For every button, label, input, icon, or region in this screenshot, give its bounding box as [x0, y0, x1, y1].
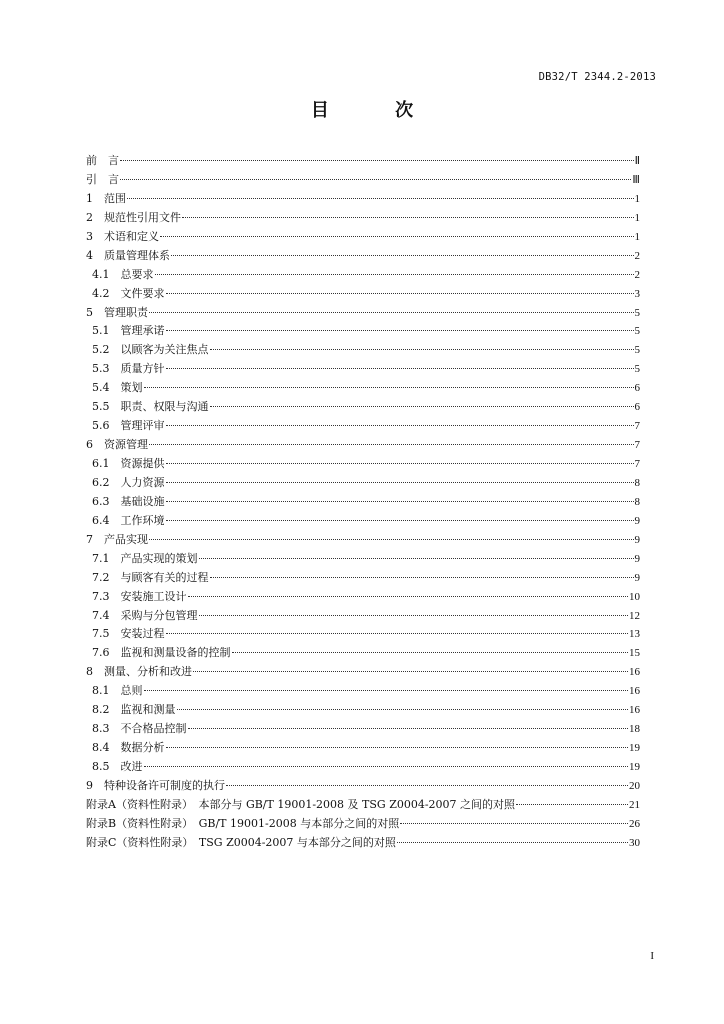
- toc-leader-dots: [397, 842, 628, 843]
- toc-leader-dots: [188, 728, 629, 729]
- toc-entry[interactable]: [86, 739, 640, 758]
- toc-leader-dots: [149, 539, 634, 540]
- toc-entry-title: 6.4 工作环境: [92, 513, 165, 527]
- toc-entry-title: 前 言: [86, 154, 119, 167]
- toc-entry-title: 8.4 数据分析: [92, 741, 165, 755]
- toc-entry-page: 2: [634, 268, 640, 281]
- toc-leader-dots: [188, 596, 629, 597]
- toc-entry-page: 13: [629, 628, 640, 641]
- toc-entry-title: 7.5 安装过程: [92, 627, 165, 641]
- toc-entry[interactable]: [86, 644, 640, 663]
- toc-leader-dots: [144, 690, 629, 691]
- toc-entry-title: 4.1 总要求: [92, 267, 154, 281]
- toc-leader-dots: [144, 387, 634, 388]
- toc-entry-page: 5: [634, 325, 640, 338]
- toc-entry-page: 19: [629, 742, 640, 755]
- toc-entry-page: 8: [634, 495, 640, 508]
- toc-entry[interactable]: [86, 228, 640, 247]
- toc-leader-dots: [226, 785, 628, 786]
- toc-entry[interactable]: [86, 663, 640, 682]
- toc-entry[interactable]: [86, 474, 640, 493]
- toc-entry[interactable]: [86, 398, 640, 417]
- toc-entry-page: 8: [634, 476, 640, 489]
- toc-leader-dots: [155, 274, 634, 275]
- toc-leader-dots: [171, 255, 634, 256]
- toc-entry-title: 7.2 与顾客有关的过程: [92, 570, 209, 584]
- toc-entry-page: 16: [629, 685, 640, 698]
- toc-entry[interactable]: [86, 247, 640, 266]
- toc-entry[interactable]: [86, 777, 640, 796]
- toc-entry[interactable]: [86, 569, 640, 588]
- toc-leader-dots: [199, 558, 634, 559]
- toc-entry-page: 7: [634, 420, 640, 433]
- toc-entry[interactable]: [86, 417, 640, 436]
- toc-entry-title: 3 术语和定义: [86, 229, 159, 243]
- toc-entry[interactable]: [86, 701, 640, 720]
- toc-entry-page: 6: [634, 401, 640, 414]
- toc-entry-page: 1: [634, 211, 640, 224]
- toc-entry-page: 7: [634, 439, 640, 452]
- toc-entry[interactable]: [86, 455, 640, 474]
- toc-entry-title: 7.3 安装施工设计: [92, 589, 187, 603]
- toc-entry[interactable]: [86, 322, 640, 341]
- toc-entry[interactable]: [86, 341, 640, 360]
- toc-entry-page: Ⅲ: [632, 173, 640, 186]
- toc-entry-title: 5.4 策划: [92, 381, 143, 395]
- toc-entry-title: 5.5 职责、权限与沟通: [92, 400, 209, 414]
- toc-leader-dots: [166, 482, 634, 483]
- toc-leader-dots: [210, 349, 634, 350]
- toc-entry-title: 4 质量管理体系: [86, 248, 170, 262]
- toc-entry[interactable]: [86, 512, 640, 531]
- toc-entry-page: 12: [629, 609, 640, 622]
- toc-entry-title: 6.1 资源提供: [92, 457, 165, 470]
- toc-entry[interactable]: [86, 720, 640, 739]
- toc-entry-title: 附录A（资料性附录） 本部分与 GB/T 19001-2008 及 TSG Z0004-2007 之间的对照: [86, 797, 516, 811]
- toc-entry-page: 5: [634, 344, 640, 357]
- toc-entry-title: 7.1 产品实现的策划: [92, 551, 198, 565]
- toc-entry-page: 9: [634, 514, 640, 527]
- toc-entry-title: 4.2 文件要求: [92, 286, 165, 300]
- toc-entry[interactable]: [86, 360, 640, 379]
- toc-entry-title: 9 特种设备许可制度的执行: [86, 778, 225, 792]
- toc-entry[interactable]: [86, 531, 640, 550]
- toc-entry-page: 10: [629, 590, 640, 603]
- toc-entry-title: 5 管理职责: [86, 305, 148, 319]
- toc-entry-title: 6 资源管理: [86, 438, 148, 452]
- toc-leader-dots: [127, 198, 634, 199]
- toc-entry-title: 7.6 监视和测量设备的控制: [92, 646, 231, 660]
- toc-entry-title: 7 产品实现: [86, 532, 148, 546]
- toc-leader-dots: [149, 312, 634, 313]
- toc-entry[interactable]: [86, 152, 640, 171]
- toc-entry[interactable]: [86, 285, 640, 304]
- toc-leader-dots: [160, 236, 634, 237]
- toc-leader-dots: [166, 368, 634, 369]
- toc-entry[interactable]: [86, 588, 640, 607]
- toc-entry-page: 1: [634, 192, 640, 205]
- toc-leader-dots: [210, 406, 634, 407]
- toc-entry-page: 21: [629, 798, 640, 811]
- toc-entry[interactable]: [86, 379, 640, 398]
- toc-entry-page: Ⅱ: [634, 155, 640, 167]
- toc-entry[interactable]: [86, 758, 640, 777]
- toc-entry-page: 3: [634, 287, 640, 300]
- toc-leader-dots: [149, 444, 634, 445]
- toc-entry-title: 附录B（资料性附录） GB/T 19001-2008 与本部分之间的对照: [86, 816, 400, 830]
- toc-entry-page: 16: [629, 704, 640, 717]
- toc-entry-page: 18: [629, 723, 640, 736]
- toc-entry-title: 8.3 不合格品控制: [92, 722, 187, 736]
- toc-entry-page: 7: [634, 458, 640, 470]
- toc-entry-title: 7.4 采购与分包管理: [92, 608, 198, 622]
- toc-entry[interactable]: [86, 834, 640, 853]
- toc-entry-title: 8.2 监视和测量: [92, 703, 176, 717]
- toc-entry-title: 附录C（资料性附录） TSG Z0004-2007 与本部分之间的对照: [86, 835, 396, 849]
- toc-entry-title: 5.3 质量方针: [92, 362, 165, 376]
- document-code: DB32/T 2344.2-2013: [538, 71, 656, 83]
- toc-entry-page: 9: [634, 571, 640, 584]
- toc-leader-dots: [120, 179, 631, 180]
- toc-entry-title: 1 范围: [86, 191, 126, 205]
- toc-entry[interactable]: [86, 266, 640, 285]
- toc-entry[interactable]: [86, 171, 640, 190]
- toc-leader-dots: [400, 823, 628, 824]
- toc-entry[interactable]: [86, 625, 640, 644]
- toc-leader-dots: [182, 217, 634, 218]
- table-of-contents: [86, 152, 640, 853]
- toc-entry-page: 19: [629, 761, 640, 773]
- toc-leader-dots: [144, 766, 629, 767]
- toc-leader-dots: [166, 633, 629, 634]
- toc-leader-dots: [193, 671, 628, 672]
- toc-entry-title: 8 测量、分析和改进: [86, 665, 192, 679]
- toc-entry[interactable]: [86, 796, 640, 815]
- toc-entry-title: 6.3 基础设施: [92, 494, 165, 508]
- toc-entry[interactable]: [86, 682, 640, 701]
- toc-leader-dots: [166, 330, 634, 331]
- toc-entry-title: 8.5 改进: [92, 760, 143, 773]
- toc-entry-title: 5.2 以顾客为关注焦点: [92, 343, 209, 357]
- toc-leader-dots: [166, 501, 634, 502]
- toc-entry-page: 30: [629, 836, 640, 849]
- toc-entry-page: 6: [634, 382, 640, 395]
- toc-entry-page: 16: [629, 666, 640, 679]
- toc-entry-page: 1: [634, 230, 640, 243]
- toc-entry-page: 20: [629, 779, 640, 792]
- toc-entry-page: 26: [629, 817, 640, 830]
- toc-leader-dots: [166, 463, 634, 464]
- toc-entry[interactable]: [86, 209, 640, 228]
- toc-entry-page: 5: [634, 306, 640, 319]
- toc-entry-page: 15: [629, 647, 640, 660]
- toc-title: 目 次: [310, 100, 444, 121]
- toc-entry[interactable]: [86, 304, 640, 323]
- toc-entry-title: 引 言: [86, 172, 119, 186]
- toc-leader-dots: [166, 293, 634, 294]
- toc-entry[interactable]: [86, 436, 640, 455]
- toc-entry-page: 9: [634, 552, 640, 565]
- toc-leader-dots: [516, 804, 628, 805]
- toc-leader-dots: [199, 615, 629, 616]
- toc-leader-dots: [232, 652, 629, 653]
- toc-entry-title: 2 规范性引用文件: [86, 210, 181, 224]
- toc-entry[interactable]: [86, 493, 640, 512]
- toc-leader-dots: [210, 577, 634, 578]
- toc-entry[interactable]: [86, 550, 640, 569]
- toc-entry-title: 8.1 总则: [92, 684, 143, 698]
- toc-entry[interactable]: [86, 190, 640, 209]
- toc-entry-page: 5: [634, 363, 640, 376]
- toc-leader-dots: [166, 520, 634, 521]
- toc-leader-dots: [120, 160, 634, 161]
- toc-leader-dots: [166, 747, 629, 748]
- toc-entry-page: 2: [634, 249, 640, 262]
- toc-leader-dots: [177, 709, 629, 710]
- toc-entry[interactable]: [86, 607, 640, 626]
- toc-entry-title: 6.2 人力资源: [92, 475, 165, 489]
- page-number: I: [650, 950, 654, 962]
- toc-entry-title: 5.6 管理评审: [92, 419, 165, 433]
- toc-entry[interactable]: [86, 815, 640, 834]
- toc-leader-dots: [166, 425, 634, 426]
- toc-entry-title: 5.1 管理承诺: [92, 324, 165, 338]
- toc-entry-page: 9: [634, 533, 640, 546]
